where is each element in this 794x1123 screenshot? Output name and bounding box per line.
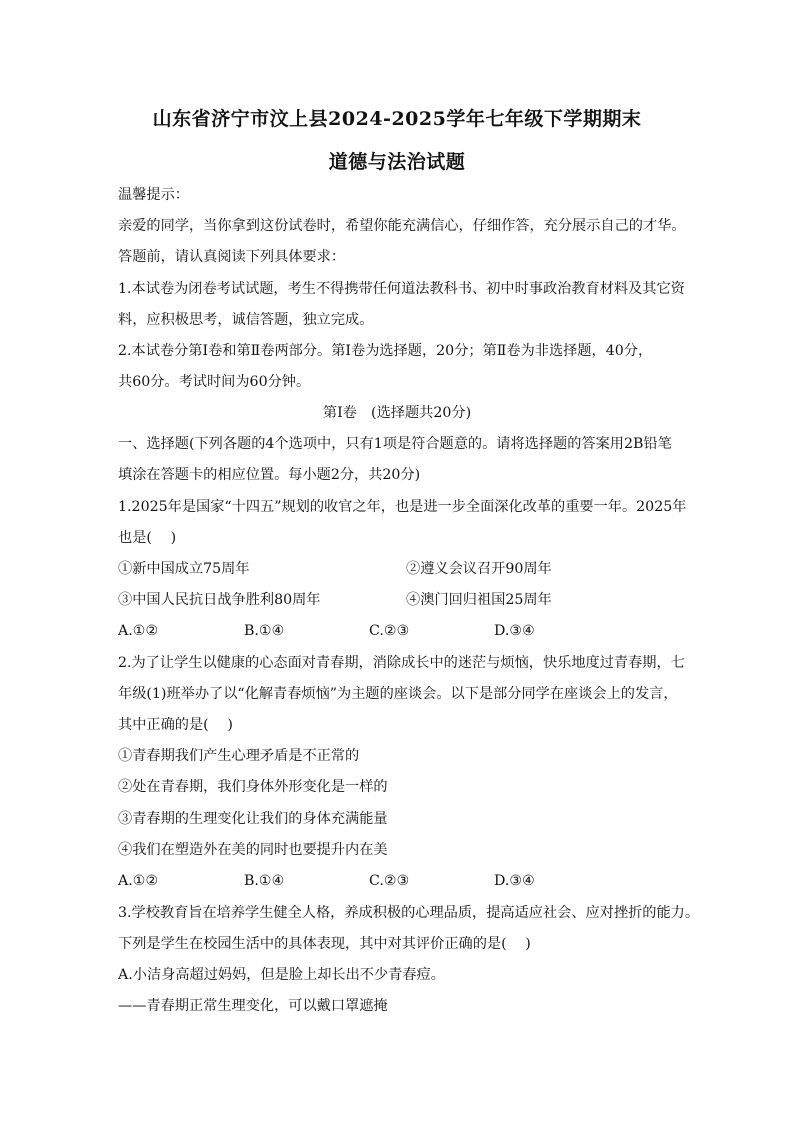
question-1-choice-b: B.①④ xyxy=(244,623,285,639)
question-2-item: ①青春期我们产生心理矛盾是不正常的 xyxy=(118,748,360,764)
question-1-choice-c: C.②③ xyxy=(369,623,410,639)
question-3-stem: 3.学校教育旨在培养学生健全人格，养成积极的心理品质，提高适应社会、应对挫折的能力。 xyxy=(118,905,700,921)
question-2-choice-b: B.①④ xyxy=(244,873,285,889)
question-3-stem: 下列是学生在校园生活中的具体表现，其中对其评价正确的是( ) xyxy=(118,936,531,952)
question-1-stem: 1.2025年是国家“十四五”规划的收官之年，也是进一步全面深化改革的重要一年。2025年 xyxy=(118,499,687,515)
question-1-choice-a: A.①② xyxy=(118,623,159,639)
question-2-item: ②处在青春期，我们身体外形变化是一样的 xyxy=(118,779,388,795)
question-3-option-a: A.小洁身高超过妈妈，但是脸上却长出不少青春痘。 xyxy=(118,967,445,983)
notice-line: 料，应积极思考，诚信答题，独立完成。 xyxy=(118,312,374,328)
question-2-choice-d: D.③④ xyxy=(494,873,535,889)
question-1-item: ③中国人民抗日战争胜利80周年 xyxy=(118,592,321,608)
question-1-stem: 也是( ) xyxy=(118,530,177,546)
question-2-item: ④我们在塑造外在美的同时也要提升内在美 xyxy=(118,842,388,858)
section-heading: 第Ⅰ卷 (选择题共20分) xyxy=(322,405,472,421)
section-instruction: 填涂在答题卡的相应位置。每小题2分，共20分) xyxy=(118,467,421,483)
question-1-choice-d: D.③④ xyxy=(494,623,535,639)
question-2-stem: 2.为了让学生以健康的心态面对青春期，消除成长中的迷茫与烦恼，快乐地度过青春期，七 xyxy=(118,655,685,671)
notice-line: 共60分。考试时间为60分钟。 xyxy=(118,374,311,390)
question-1-item: ④澳门回归祖国25周年 xyxy=(406,592,552,608)
notice-line: 答题前，请认真阅读下列具体要求： xyxy=(118,249,346,265)
question-2-stem: 其中正确的是( ) xyxy=(118,717,233,733)
exam-title-line2: 道德与法治试题 xyxy=(328,151,466,173)
notice-line: 亲爱的同学，当你拿到这份试卷时，希望你能充满信心，仔细作答，充分展示自己的才华。 xyxy=(118,218,686,234)
notice-line: 2.本试卷分第Ⅰ卷和第Ⅱ卷两部分。第Ⅰ卷为选择题，20分；第Ⅱ卷为非选择题，40分， xyxy=(118,343,653,359)
question-1-item: ①新中国成立75周年 xyxy=(118,561,250,577)
question-2-choice-c: C.②③ xyxy=(369,873,410,889)
notice-line: 1.本试卷为闭卷考试试题，考生不得携带任何道法教科书、初中时事政治教育材料及其它资 xyxy=(118,281,685,297)
question-3-option-a-comment: ——青春期正常生理变化，可以戴口罩遮掩 xyxy=(118,998,388,1014)
question-2-choice-a: A.①② xyxy=(118,873,159,889)
question-2-stem: 年级(1)班举办了以“化解青春烦恼”为主题的座谈会。以下是部分同学在座谈会上的发言， xyxy=(118,686,678,702)
question-2-item: ③青春期的生理变化让我们的身体充满能量 xyxy=(118,811,388,827)
notice-heading: 温馨提示： xyxy=(118,187,189,203)
section-instruction: 一、选择题(下列各题的4个选项中，只有1项是符合题意的。请将选择题的答案用2B铅笔 xyxy=(118,436,672,452)
question-1-item: ②遵义会议召开90周年 xyxy=(406,561,552,577)
exam-title-line1: 山东省济宁市汶上县2024-2025学年七年级下学期期末 xyxy=(152,108,642,130)
